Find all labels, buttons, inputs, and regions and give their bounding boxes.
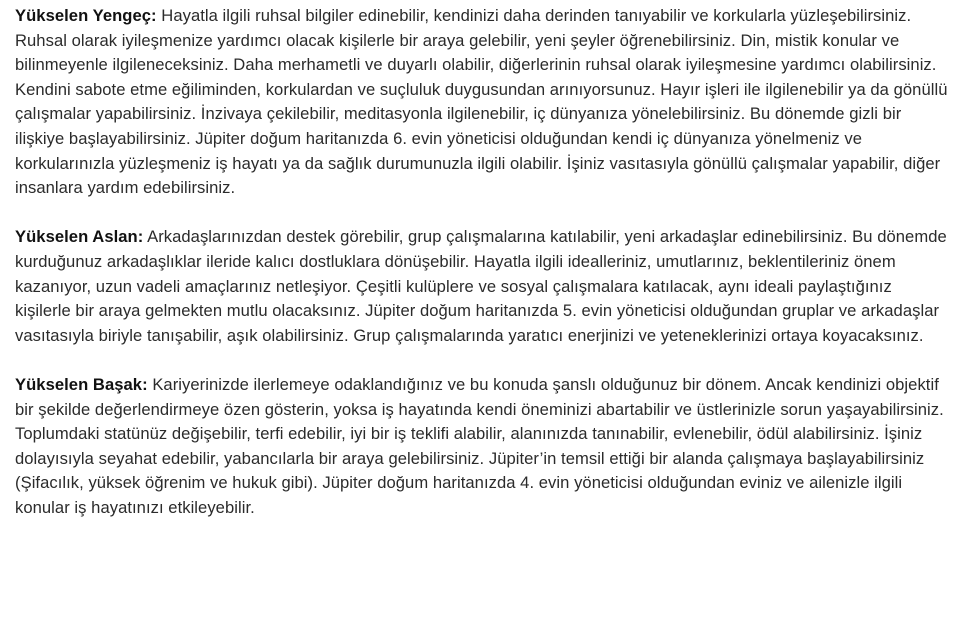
section-heading: Yükselen Aslan: [15,227,144,247]
section-body: Kariyerinizde ilerlemeye odaklandığınız ve bu konuda şanslı olduğunuz bir dönem. Ancak kendinizi objektif bir şekilde değerlendirmeye özen gösterin, yoksa iş hayatında kendi öneminizi abartabilir ve üstlerinizle sorun yaşayabilirsiniz. Toplumdaki statünüz değişebilir, terfi edebilir, iyi bir iş teklifi alabilir, alanınızda tanınabilir, evlenebilir, ödül alabilirsiniz. İşiniz dolayısıyla seyahat edebilir, yabancılarla bir araya gelebilirsiniz. Jüpiter’in temsil ettiği bir alanda çalışmaya başlayabilirsiniz (Şifacılık, yüksek öğrenim ve hukuk gibi). Jüpiter doğum haritanızda 4. evin yöneticisi olduğundan eviniz ve ailenizle ilgili konular iş hayatınızı etkileyebilir. [15,374,944,517]
section-leo-rising [15,225,950,348]
section-virgo-rising [15,373,950,521]
section-body: Hayatla ilgili ruhsal bilgiler edinebilir, kendinizi daha derinden tanıyabilir ve korkularla yüzleşebilirsiniz. Ruhsal olarak iyileşmenize yardımcı olacak kişilerle bir araya gelebilir, yeni şeyler öğrenebilirsiniz. Din, mistik konular ve bilinmeyenle ilgileneceksiniz. Daha merhametli ve duyarlı olabilir, diğerlerinin ruhsal olarak iyileşmesine yardımcı olabilirsiniz. Kendini sabote etme eğiliminden, korkulardan ve suçluluk duygusundan arınıyorsunuz. Hayır işleri ile ilgilenebilir ya da gönüllü çalışmalar yapabilirsiniz. İnzivaya çekilebilir, meditasyonla ilgilenebilir, iç dünyanıza yönelebilirsiniz. Bu dönemde gizli bir ilişkiye başlayabilirsiniz. Jüpiter doğum haritanızda 6. evin yöneticisi olduğundan kendi iç dünyanıza yönelmeniz ve korkularınızla yüzleşmeniz iş hayatı ya da sağlık durumunuzla ilgili olabilir. İşiniz vasıtasıyla gönüllü çalışmalar yapabilir, diğer insanlara yardım edebilirsiniz. [15,6,948,198]
section-body: Arkadaşlarınızdan destek görebilir, grup çalışmalarına katılabilir, yeni arkadaşlar edinebilirsiniz. Bu dönemde kurduğunuz arkadaşlıklar ileride kalıcı dostluklara dönüşebilir. Hayatla ilgili idealleriniz, umutlarınız, beklentileriniz önem kazanıyor, uzun vadeli amaçlarınız netleşiyor. Çeşitli kulüplere ve sosyal çalışmalara katılacak, aynı ideali paylaştığınız kişilerle bir araya gelmekten mutlu olacaksınız. Jüpiter doğum haritanızda 5. evin yöneticisi olduğundan gruplar ve arkadaşlar vasıtasıyla biriyle tanışabilir, aşık olabilirsiniz. Grup çalışmalarında yaratıcı enerjinizi ve yeteneklerinizi ortaya koyacaksınız. [15,227,947,345]
section-heading: Yükselen Başak: [15,374,148,394]
section-heading: Yükselen Yengeç: [15,6,157,25]
section-cancer-rising [15,4,950,201]
